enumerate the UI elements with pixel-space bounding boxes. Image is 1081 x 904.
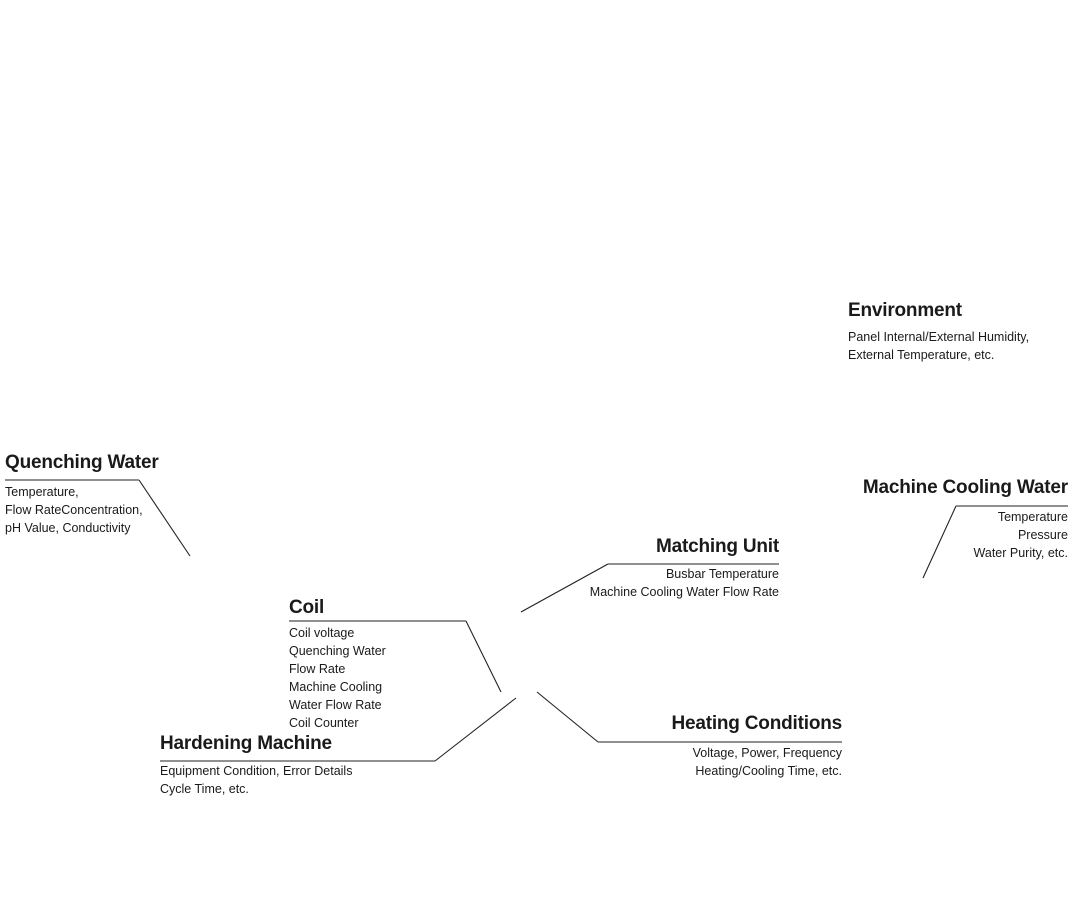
matching-unit-details — [590, 565, 779, 601]
coil-callout — [289, 597, 386, 732]
coil-leader — [466, 621, 501, 692]
hardening-machine-title: Hardening Machine — [160, 733, 332, 754]
coil-title: Coil — [289, 597, 325, 618]
heating-conditions-detail: Voltage, Power, Frequency — [692, 746, 842, 760]
coil-detail: Machine Cooling — [289, 680, 383, 694]
environment-details — [848, 328, 1029, 364]
quenching-water-callout — [5, 452, 159, 537]
quenching-water-detail: Temperature, — [5, 485, 79, 499]
machine-cooling-water-callout — [863, 477, 1068, 562]
coil-detail: Quenching Water — [289, 644, 386, 658]
environment-title: Environment — [848, 300, 962, 321]
environment-detail: External Temperature, etc. — [848, 348, 995, 362]
quenching-water-title: Quenching Water — [5, 452, 159, 473]
quenching-water-details — [5, 483, 159, 537]
coil-detail: Water Flow Rate — [289, 698, 382, 712]
coil-detail: Coil Counter — [289, 716, 359, 730]
heating-conditions-title: Heating Conditions — [671, 713, 842, 734]
machine-cooling-water-detail: Temperature — [997, 510, 1068, 524]
machine-cooling-water-detail: Water Purity, etc. — [973, 546, 1068, 560]
quenching-water-detail: pH Value, Conductivity — [5, 521, 131, 535]
environment-detail: Panel Internal/External Humidity, — [848, 330, 1030, 344]
matching-unit-detail: Busbar Temperature — [665, 567, 779, 581]
machine-cooling-water-title: Machine Cooling Water — [862, 477, 1068, 498]
matching-unit-detail: Machine Cooling Water Flow Rate — [589, 585, 779, 599]
machine-cooling-water-detail: Pressure — [1017, 528, 1068, 542]
hardening-machine-callout — [160, 733, 352, 798]
heating-conditions-leader — [537, 692, 598, 742]
heating-conditions-details — [671, 744, 842, 780]
quenching-water-detail: Flow RateConcentration, — [5, 503, 143, 517]
matching-unit-title: Matching Unit — [656, 536, 779, 557]
machine-cooling-water-details — [863, 508, 1068, 562]
hardening-machine-detail: Cycle Time, etc. — [160, 782, 249, 796]
coil-detail: Flow Rate — [289, 662, 346, 676]
hardening-machine-details — [160, 762, 352, 798]
heating-conditions-callout — [671, 713, 842, 780]
environment-callout — [848, 300, 1029, 364]
coil-details — [289, 624, 386, 732]
hardening-machine-detail: Equipment Condition, Error Details — [160, 764, 353, 778]
heating-conditions-detail: Heating/Cooling Time, etc. — [695, 764, 842, 778]
hardening-machine-leader — [435, 698, 516, 761]
coil-detail: Coil voltage — [289, 626, 355, 640]
matching-unit-callout — [590, 536, 779, 601]
